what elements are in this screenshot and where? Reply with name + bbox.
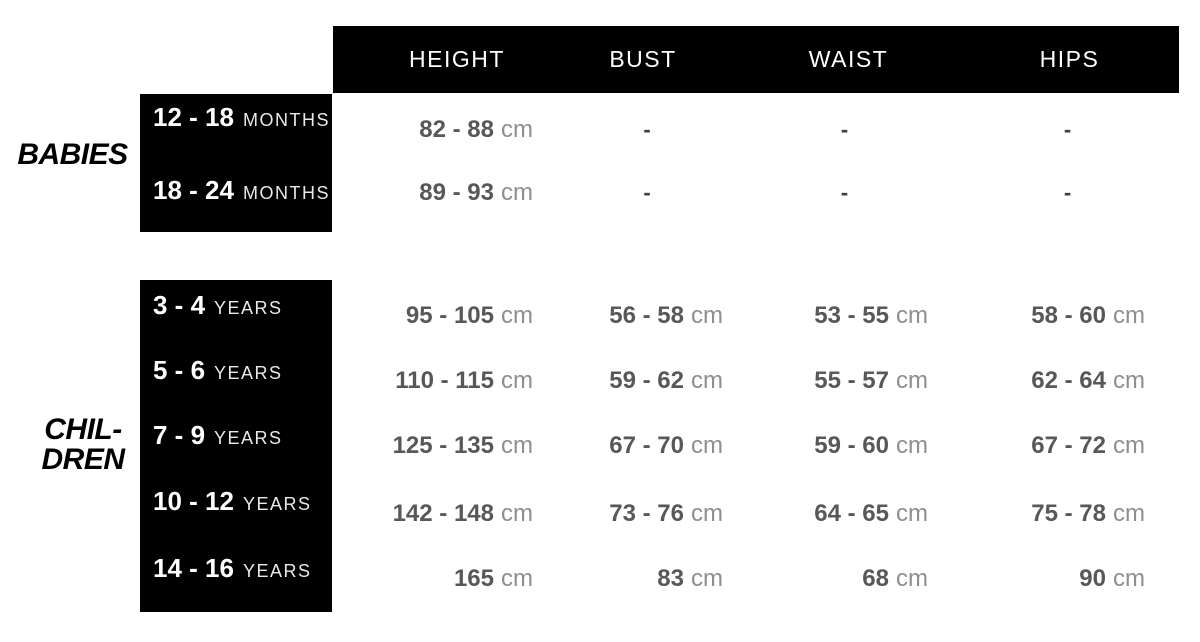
- age-range: 14 - 16: [153, 553, 234, 583]
- value: 55 - 57: [814, 367, 889, 394]
- value: 90: [1079, 565, 1106, 592]
- cell-bust: [543, 116, 733, 144]
- table-row-babies-18-24: [333, 173, 1179, 213]
- age-row-children-2: [153, 355, 283, 388]
- cell-height: [333, 500, 543, 528]
- value: 58 - 60: [1031, 302, 1106, 329]
- age-row-children-5: [153, 553, 311, 586]
- value-unit: cm: [501, 302, 533, 329]
- table-row-children-10-12: [333, 494, 1179, 534]
- value: 95 - 105: [405, 302, 494, 329]
- value-unit: cm: [691, 500, 723, 527]
- age-range: 18 - 24: [153, 175, 234, 205]
- value: 62 - 64: [1031, 367, 1106, 394]
- age-row-babies-2: [153, 175, 330, 208]
- age-range: 5 - 6: [153, 355, 206, 385]
- value: 59 - 60: [814, 432, 889, 459]
- cell-waist: [733, 500, 938, 528]
- age-unit: MONTHS: [242, 183, 330, 203]
- age-range: 3 - 4: [153, 290, 206, 320]
- age-row-babies-1: [153, 102, 330, 135]
- cell-bust: [543, 302, 733, 330]
- age-row-children-3: [153, 420, 283, 453]
- value-unit: cm: [501, 432, 533, 459]
- cell-bust: [543, 500, 733, 528]
- cell-height: [333, 179, 543, 207]
- value-unit: cm: [691, 367, 723, 394]
- table-row-children-7-9: [333, 426, 1179, 466]
- cell-hips: [938, 565, 1179, 593]
- empty-dash: -: [840, 180, 849, 205]
- value: 53 - 55: [814, 302, 889, 329]
- age-unit: YEARS: [242, 561, 312, 581]
- age-unit: YEARS: [214, 298, 283, 318]
- table-row-babies-12-18: [333, 110, 1179, 150]
- value: 64 - 65: [814, 500, 889, 527]
- age-range: 10 - 12: [153, 486, 234, 516]
- age-unit: YEARS: [214, 363, 283, 383]
- empty-dash: -: [1063, 117, 1072, 142]
- cell-waist: [733, 565, 938, 593]
- empty-dash: -: [1063, 180, 1072, 205]
- age-range: 7 - 9: [153, 420, 206, 450]
- group-label-babies: [0, 140, 145, 170]
- table-row-children-3-4: [333, 296, 1179, 336]
- cell-hips: [938, 179, 1179, 207]
- value-unit: cm: [1113, 500, 1145, 527]
- value-unit: cm: [1113, 432, 1145, 459]
- age-unit: MONTHS: [242, 110, 330, 130]
- column-header-bust-label: BUST: [609, 46, 677, 72]
- column-header-waist: [733, 46, 938, 73]
- empty-dash: -: [840, 117, 849, 142]
- cell-waist: [733, 367, 938, 395]
- value-unit: cm: [1113, 302, 1145, 329]
- age-unit: YEARS: [242, 494, 312, 514]
- value-unit: cm: [1113, 565, 1145, 592]
- cell-height: [333, 565, 543, 593]
- value: 82 - 88: [419, 116, 494, 143]
- cell-height: [333, 432, 543, 460]
- value: 110 - 115: [395, 367, 494, 394]
- cell-bust: [543, 179, 733, 207]
- value: 125 - 135: [392, 432, 494, 459]
- empty-dash: -: [643, 117, 651, 142]
- cell-height: [333, 367, 543, 395]
- cell-waist: [733, 432, 938, 460]
- value: 83: [657, 565, 684, 592]
- cell-hips: [938, 432, 1179, 460]
- value: 75 - 78: [1031, 500, 1106, 527]
- table-row-children-14-16: [333, 559, 1179, 599]
- cell-height: [333, 116, 543, 144]
- cell-waist: [733, 302, 938, 330]
- empty-dash: -: [643, 180, 651, 205]
- value: 56 - 58: [609, 302, 684, 329]
- value: 67 - 72: [1031, 432, 1106, 459]
- value-unit: cm: [896, 367, 928, 394]
- column-header-hips: [938, 46, 1179, 73]
- column-header-hips-label: HIPS: [1039, 46, 1100, 72]
- value-unit: cm: [691, 302, 723, 329]
- column-header-height-label: HEIGHT: [409, 46, 505, 72]
- value-unit: cm: [501, 500, 533, 527]
- value: 89 - 93: [419, 179, 494, 206]
- cell-bust: [543, 432, 733, 460]
- value-unit: cm: [501, 565, 533, 592]
- value-unit: cm: [501, 367, 533, 394]
- value-unit: cm: [896, 432, 928, 459]
- column-header-bust: [543, 46, 733, 73]
- value-unit: cm: [691, 432, 723, 459]
- column-header-height: [333, 46, 543, 73]
- column-header-waist-label: WAIST: [808, 46, 889, 72]
- children-age-box: [140, 280, 332, 612]
- group-label-children-line1: CHIL-: [44, 413, 122, 446]
- cell-bust: [543, 367, 733, 395]
- age-row-children-1: [153, 290, 283, 323]
- group-label-children: [22, 415, 144, 475]
- value-unit: cm: [501, 179, 533, 206]
- cell-waist: [733, 179, 938, 207]
- cell-hips: [938, 367, 1179, 395]
- group-label-children-line2: DREN: [41, 443, 125, 476]
- value: 165: [453, 565, 494, 592]
- value-unit: cm: [896, 302, 928, 329]
- table-header: [333, 26, 1179, 93]
- cell-hips: [938, 116, 1179, 144]
- cell-hips: [938, 500, 1179, 528]
- cell-waist: [733, 116, 938, 144]
- value: 68: [862, 565, 889, 592]
- cell-hips: [938, 302, 1179, 330]
- value-unit: cm: [1113, 367, 1145, 394]
- value: 59 - 62: [609, 367, 684, 394]
- value-unit: cm: [896, 500, 928, 527]
- table-row-children-5-6: [333, 361, 1179, 401]
- group-label-babies-text: BABIES: [17, 138, 128, 171]
- value: 142 - 148: [392, 500, 494, 527]
- value-unit: cm: [501, 116, 533, 143]
- age-unit: YEARS: [214, 428, 283, 448]
- value-unit: cm: [896, 565, 928, 592]
- value: 73 - 76: [609, 500, 684, 527]
- cell-bust: [543, 565, 733, 593]
- value-unit: cm: [691, 565, 723, 592]
- age-range: 12 - 18: [153, 102, 234, 132]
- babies-age-box: [140, 94, 332, 232]
- value: 67 - 70: [609, 432, 684, 459]
- cell-height: [333, 302, 543, 330]
- age-row-children-4: [153, 486, 311, 519]
